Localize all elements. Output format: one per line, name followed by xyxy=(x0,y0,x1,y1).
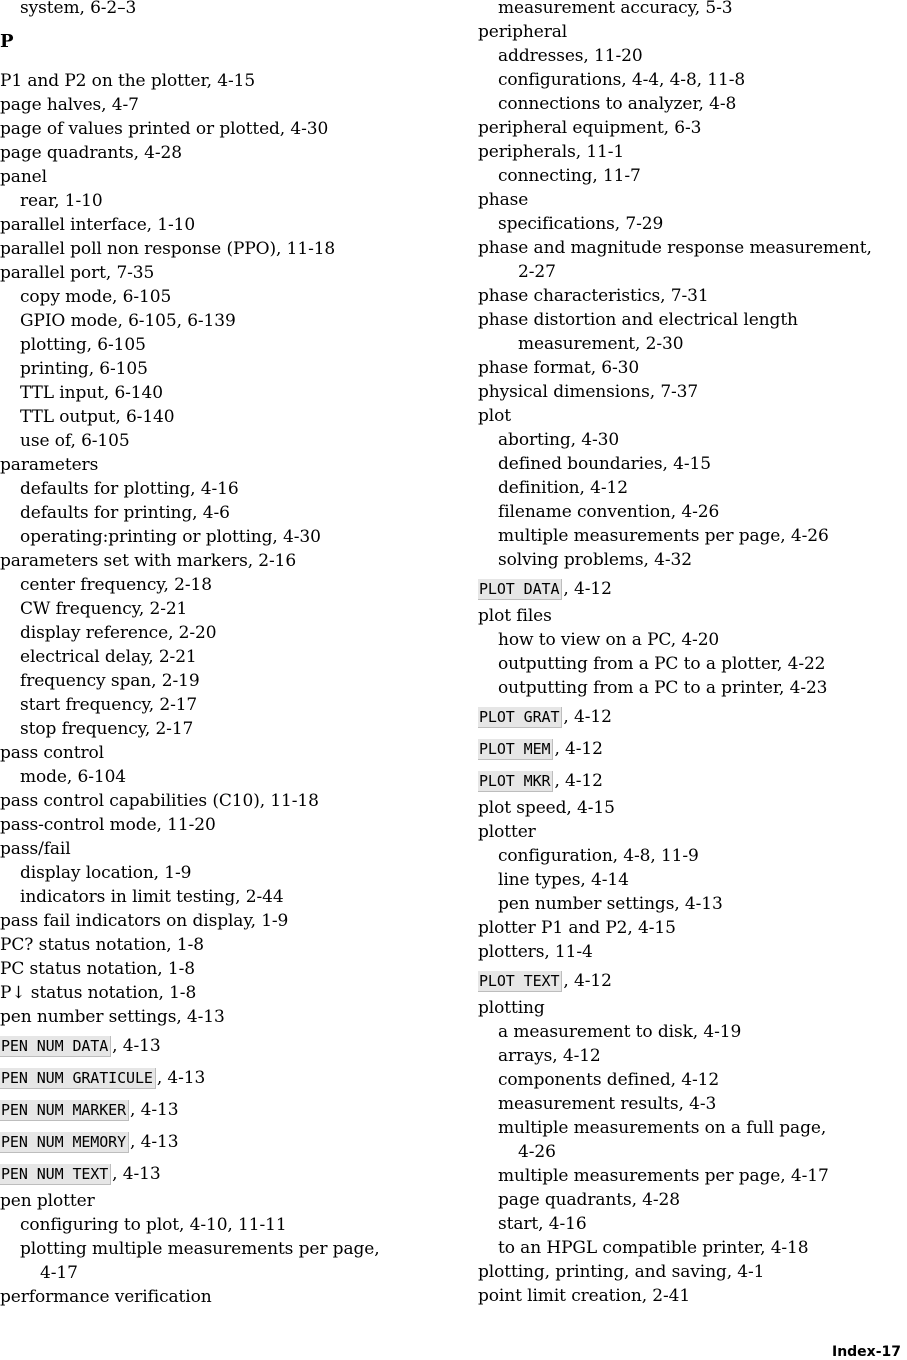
index-entry-text: display location, 1-9 xyxy=(20,863,192,883)
index-entry-text: , 4-13 xyxy=(112,1164,161,1184)
index-subentry xyxy=(20,310,236,332)
index-entry xyxy=(0,166,47,188)
index-entry xyxy=(0,1163,161,1185)
index-entry xyxy=(0,454,98,476)
softkey-label: PEN NUM MEMORY xyxy=(0,1132,129,1153)
index-subentry xyxy=(20,190,103,212)
index-subentry xyxy=(20,382,163,404)
index-entry xyxy=(478,917,676,939)
index-entry-text: start frequency, 2-17 xyxy=(20,695,198,715)
index-entry xyxy=(0,934,204,956)
index-subentry xyxy=(20,478,239,500)
index-entry-text: plot files xyxy=(478,606,552,626)
index-entry xyxy=(0,1190,95,1212)
index-entry-text: components defined, 4-12 xyxy=(498,1070,720,1090)
index-entry-text: how to view on a PC, 4-20 xyxy=(498,630,720,650)
index-subentry xyxy=(498,93,736,115)
index-entry-text: page quadrants, 4-28 xyxy=(498,1190,680,1210)
index-entry-text: panel xyxy=(0,167,47,187)
index-entry xyxy=(478,189,528,211)
index-entry-text: pass-control mode, 11-20 xyxy=(0,815,216,835)
index-entry-text: frequency span, 2-19 xyxy=(20,671,200,691)
index-entry xyxy=(478,357,639,379)
index-entry-text: parallel poll non response (PPO), 11-18 xyxy=(0,239,336,259)
index-entry-text: rear, 1-10 xyxy=(20,191,103,211)
index-entry-text: pass control capabilities (C10), 11-18 xyxy=(0,791,319,811)
index-subentry xyxy=(498,869,629,891)
index-entry-text: defined boundaries, 4-15 xyxy=(498,454,711,474)
index-subentry xyxy=(498,1021,741,1043)
index-subentry xyxy=(20,430,130,452)
index-entry-text: , 4-13 xyxy=(130,1132,179,1152)
index-entry-text: performance verification xyxy=(0,1287,212,1307)
index-entry-text: line types, 4-14 xyxy=(498,870,629,890)
index-entry-text: display reference, 2-20 xyxy=(20,623,217,643)
index-subentry xyxy=(498,845,699,867)
index-entry-text: PC? status notation, 1-8 xyxy=(0,935,204,955)
index-entry-text: page halves, 4-7 xyxy=(0,95,139,115)
index-entry-text: mode, 6-104 xyxy=(20,767,127,787)
index-subentry xyxy=(20,0,136,19)
index-entry-text: multiple measurements on a full page, xyxy=(498,1118,827,1138)
index-subentry xyxy=(498,45,643,67)
index-subentry xyxy=(20,526,321,548)
index-entry-text: measurement results, 4-3 xyxy=(498,1094,717,1114)
index-entry-text: aborting, 4-30 xyxy=(498,430,620,450)
index-entry-text: P1 and P2 on the plotter, 4-15 xyxy=(0,71,256,91)
index-entry-text: pen plotter xyxy=(0,1191,95,1211)
index-subentry xyxy=(20,670,200,692)
index-entry xyxy=(0,1006,225,1028)
index-entry xyxy=(478,381,698,403)
index-entry-text: , 4-12 xyxy=(563,579,612,599)
index-subentry xyxy=(20,886,284,908)
index-entry-text: connecting, 11-7 xyxy=(498,166,641,186)
index-subentry xyxy=(20,574,212,596)
index-entry xyxy=(478,578,612,600)
index-entry xyxy=(478,309,798,331)
index-entry-text: center frequency, 2-18 xyxy=(20,575,212,595)
index-entry xyxy=(0,814,216,836)
index-entry-text: 4-17 xyxy=(40,1263,78,1283)
index-entry-text: , 4-12 xyxy=(563,707,612,727)
index-entry-text: peripheral equipment, 6-3 xyxy=(478,118,702,138)
index-subentry xyxy=(20,334,146,356)
index-subentry xyxy=(498,629,719,651)
index-subentry xyxy=(498,0,732,19)
index-entry xyxy=(0,1131,178,1153)
index-entry-text: page of values printed or plotted, 4-30 xyxy=(0,119,329,139)
index-entry xyxy=(478,1285,690,1307)
index-entry-text: outputting from a PC to a plotter, 4-22 xyxy=(498,654,826,674)
index-subentry xyxy=(518,261,556,283)
index-entry-text: , 4-13 xyxy=(112,1036,161,1056)
index-entry xyxy=(478,997,545,1019)
index-entry-text: phase distortion and electrical length xyxy=(478,310,798,330)
softkey-label: PEN NUM DATA xyxy=(0,1036,111,1057)
index-entry-text: system, 6-2–3 xyxy=(20,0,137,18)
softkey-label: PEN NUM GRATICULE xyxy=(0,1068,156,1089)
index-entry-text: phase xyxy=(478,190,529,210)
index-entry-text: connections to analyzer, 4-8 xyxy=(498,94,737,114)
index-entry xyxy=(478,797,615,819)
index-entry xyxy=(0,550,296,572)
index-subentry xyxy=(20,718,193,740)
index-entry xyxy=(0,958,195,980)
index-entry xyxy=(0,1099,178,1121)
index-entry-text: measurement accuracy, 5-3 xyxy=(498,0,733,18)
index-entry-text: peripheral xyxy=(478,22,568,42)
index-entry-text: TTL input, 6-140 xyxy=(20,383,163,403)
index-entry-text: plotters, 11-4 xyxy=(478,942,593,962)
index-subentry xyxy=(498,653,825,675)
index-entry xyxy=(478,285,709,307)
index-subentry xyxy=(498,1237,809,1259)
index-entry-text: use of, 6-105 xyxy=(20,431,130,451)
index-entry-text: plotting xyxy=(478,998,545,1018)
index-entry-text: defaults for printing, 4-6 xyxy=(20,503,230,523)
index-subentry xyxy=(20,598,187,620)
index-subentry xyxy=(498,69,745,91)
index-subentry xyxy=(498,677,827,699)
index-entry xyxy=(478,1261,764,1283)
index-subentry xyxy=(498,1093,716,1115)
index-entry xyxy=(0,790,319,812)
index-subentry xyxy=(498,429,619,451)
index-entry-text: PC status notation, 1-8 xyxy=(0,959,195,979)
index-entry-text: P xyxy=(0,31,14,52)
index-entry-text: printing, 6-105 xyxy=(20,359,148,379)
index-subentry xyxy=(498,893,723,915)
index-entry-text: plotter P1 and P2, 4-15 xyxy=(478,918,676,938)
index-entry-text: multiple measurements per page, 4-26 xyxy=(498,526,829,546)
index-entry-text: phase characteristics, 7-31 xyxy=(478,286,709,306)
index-entry-text: specifications, 7-29 xyxy=(498,214,664,234)
index-entry-text: parameters xyxy=(0,455,99,475)
index-entry xyxy=(478,770,603,792)
index-subentry xyxy=(20,406,174,428)
index-entry xyxy=(478,821,536,843)
index-entry xyxy=(0,838,71,860)
index-entry-text: pass control xyxy=(0,743,105,763)
index-entry xyxy=(478,970,612,992)
index-entry-text: configuring to plot, 4-10, 11-11 xyxy=(20,1215,287,1235)
index-entry xyxy=(478,605,552,627)
index-entry xyxy=(478,706,612,728)
index-entry xyxy=(0,742,104,764)
index-subentry xyxy=(20,502,230,524)
index-entry-text: multiple measurements per page, 4-17 xyxy=(498,1166,829,1186)
index-entry-text: , 4-13 xyxy=(130,1100,179,1120)
index-subentry xyxy=(20,862,191,884)
index-entry-text: solving problems, 4-32 xyxy=(498,550,692,570)
index-entry-text: TTL output, 6-140 xyxy=(20,407,175,427)
index-subentry xyxy=(498,1069,719,1091)
softkey-label: PLOT DATA xyxy=(478,579,562,600)
index-entry-text: addresses, 11-20 xyxy=(498,46,643,66)
softkey-label: PLOT GRAT xyxy=(478,707,562,728)
index-entry xyxy=(478,738,603,760)
index-subentry xyxy=(498,1117,826,1139)
index-entry xyxy=(0,94,139,116)
index-entry-text: , 4-12 xyxy=(563,971,612,991)
index-subentry xyxy=(20,358,148,380)
index-subentry xyxy=(40,1262,78,1284)
index-entry xyxy=(0,910,288,932)
index-entry xyxy=(0,1067,205,1089)
index-subentry xyxy=(20,622,216,644)
index-entry-text: arrays, 4-12 xyxy=(498,1046,601,1066)
index-entry xyxy=(478,405,511,427)
index-entry-text: parameters set with markers, 2-16 xyxy=(0,551,297,571)
index-entry-text: a measurement to disk, 4-19 xyxy=(498,1022,742,1042)
index-entry xyxy=(0,982,196,1004)
index-entry xyxy=(478,941,593,963)
index-entry-text: operating:printing or plotting, 4-30 xyxy=(20,527,321,547)
index-entry-text: peripherals, 11-1 xyxy=(478,142,625,162)
index-entry-text: point limit creation, 2-41 xyxy=(478,1286,691,1306)
index-entry-text: , 4-12 xyxy=(554,739,603,759)
index-entry-text: to an HPGL compatible printer, 4-18 xyxy=(498,1238,809,1258)
index-entry-text: outputting from a PC to a printer, 4-23 xyxy=(498,678,828,698)
index-section-heading xyxy=(0,31,13,53)
index-entry xyxy=(0,262,154,284)
index-entry-text: configurations, 4-4, 4-8, 11-8 xyxy=(498,70,746,90)
index-entry xyxy=(0,118,328,140)
index-entry-text: electrical delay, 2-21 xyxy=(20,647,197,667)
index-subentry xyxy=(498,453,711,475)
index-entry-text: plot speed, 4-15 xyxy=(478,798,615,818)
index-entry-text: parallel port, 7-35 xyxy=(0,263,155,283)
index-subentry xyxy=(498,477,628,499)
softkey-label: PLOT MKR xyxy=(478,771,553,792)
index-entry-text: measurement, 2-30 xyxy=(518,334,684,354)
index-subentry xyxy=(498,165,641,187)
index-entry-text: configuration, 4-8, 11-9 xyxy=(498,846,699,866)
index-entry-text: phase and magnitude response measurement, xyxy=(478,238,872,258)
index-entry-text: copy mode, 6-105 xyxy=(20,287,172,307)
index-entry xyxy=(0,142,182,164)
index-entry-text: page quadrants, 4-28 xyxy=(0,143,182,163)
index-entry xyxy=(0,1286,212,1308)
index-entry-text: physical dimensions, 7-37 xyxy=(478,382,699,402)
index-subentry xyxy=(498,1189,680,1211)
index-entry-text: start, 4-16 xyxy=(498,1214,587,1234)
index-entry xyxy=(0,214,195,236)
softkey-label: PEN NUM TEXT xyxy=(0,1164,111,1185)
index-entry-text: 2-27 xyxy=(518,262,556,282)
index-entry-text: , 4-13 xyxy=(156,1068,206,1088)
index-entry-text: plot xyxy=(478,406,511,426)
index-entry-text: plotter xyxy=(478,822,536,842)
index-entry-text: plotting, 6-105 xyxy=(20,335,146,355)
index-subentry xyxy=(498,501,719,523)
softkey-label: PEN NUM MARKER xyxy=(0,1100,129,1121)
index-subentry xyxy=(20,646,197,668)
index-entry xyxy=(478,141,624,163)
index-subentry xyxy=(498,213,663,235)
index-entry-text: parallel interface, 1-10 xyxy=(0,215,196,235)
index-subentry xyxy=(20,1214,287,1236)
index-entry-text: indicators in limit testing, 2-44 xyxy=(20,887,284,907)
index-subentry xyxy=(498,525,829,547)
index-entry-text: phase format, 6-30 xyxy=(478,358,640,378)
index-subentry xyxy=(498,549,692,571)
index-subentry xyxy=(498,1045,601,1067)
index-entry-text: plotting multiple measurements per page, xyxy=(20,1239,380,1259)
index-entry-text: plotting, printing, and saving, 4-1 xyxy=(478,1262,765,1282)
index-entry-text: filename convention, 4-26 xyxy=(498,502,720,522)
softkey-label: PLOT TEXT xyxy=(478,971,562,992)
index-entry-text: P↓ status notation, 1-8 xyxy=(0,983,197,1003)
index-entry-text: CW frequency, 2-21 xyxy=(20,599,188,619)
index-entry-text: defaults for plotting, 4-16 xyxy=(20,479,239,499)
index-subentry xyxy=(518,333,683,355)
softkey-label: PLOT MEM xyxy=(478,739,553,760)
index-entry-text: , 4-12 xyxy=(554,771,603,791)
index-subentry xyxy=(20,286,171,308)
index-subentry xyxy=(498,1213,587,1235)
index-entry-text: pass fail indicators on display, 1-9 xyxy=(0,911,289,931)
index-entry-text: definition, 4-12 xyxy=(498,478,628,498)
index-entry xyxy=(478,237,872,259)
index-entry-text: 4-26 xyxy=(518,1142,556,1162)
index-entry-text: pen number settings, 4-13 xyxy=(0,1007,225,1027)
index-subentry xyxy=(20,694,197,716)
index-entry-text: GPIO mode, 6-105, 6-139 xyxy=(20,311,236,331)
index-entry xyxy=(478,21,567,43)
index-entry xyxy=(478,117,701,139)
index-entry-text: stop frequency, 2-17 xyxy=(20,719,194,739)
index-entry xyxy=(0,70,255,92)
index-entry-text: pass/fail xyxy=(0,839,71,859)
index-entry xyxy=(0,1035,161,1057)
index-subentry xyxy=(20,1238,380,1260)
index-subentry xyxy=(20,766,126,788)
index-subentry xyxy=(518,1141,556,1163)
page-number: Index-17 xyxy=(831,1344,901,1360)
index-entry xyxy=(0,238,335,260)
index-entry-text: pen number settings, 4-13 xyxy=(498,894,723,914)
index-subentry xyxy=(498,1165,829,1187)
